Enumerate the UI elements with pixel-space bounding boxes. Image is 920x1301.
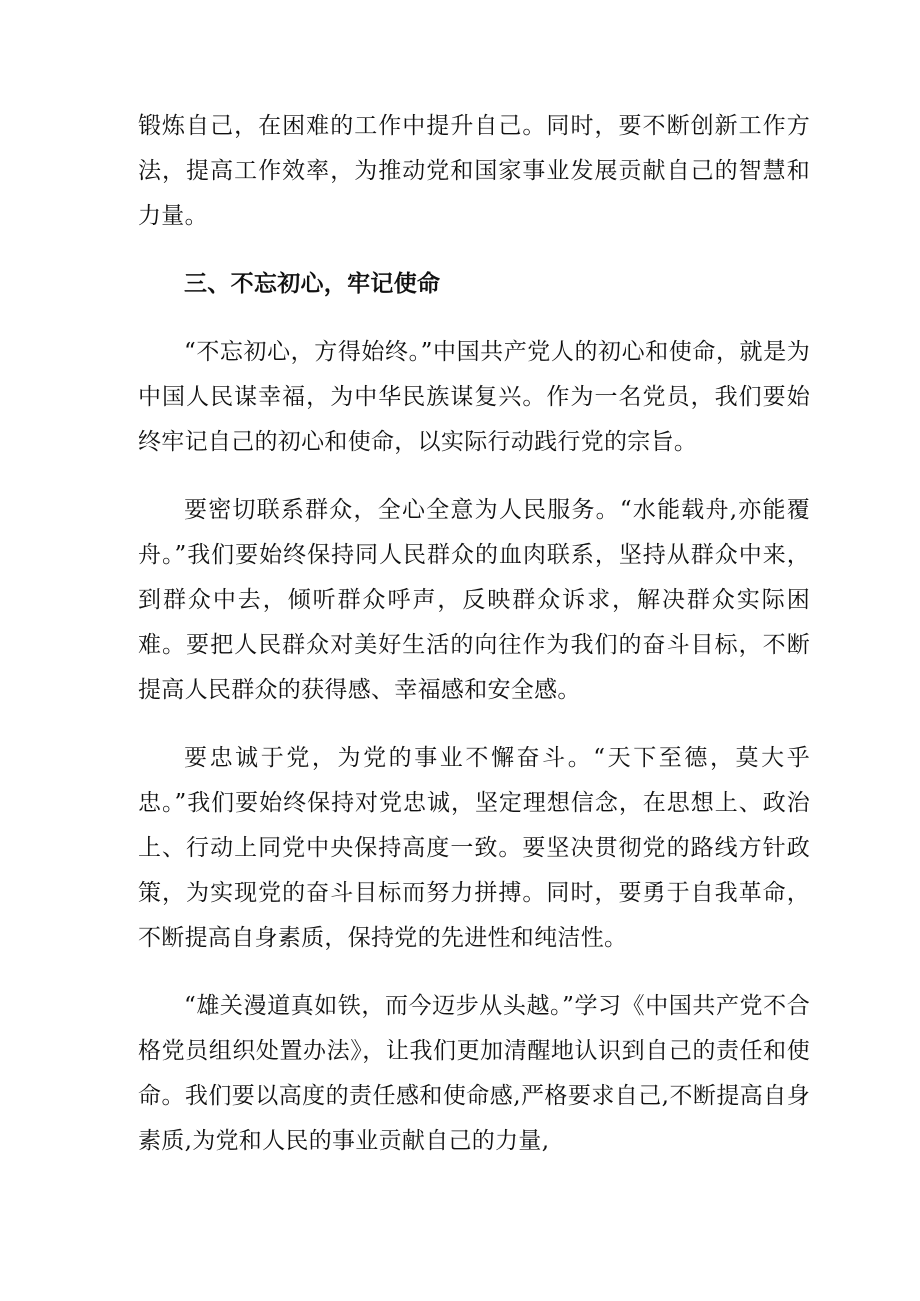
paragraph-continuation: 锻炼自己，在困难的工作中提升自己。同时，要不断创新工作方法，提高工作效率，为推动党和国家事业发展贡献自己的智慧和力量。 [138, 113, 810, 229]
paragraph: 要忠诚于党，为党的事业不懈奋斗。“天下至德，莫大乎忠。”我们要始终保持对党忠诚，坚定理想信念，在思想上、政治上、行动上同党中央保持高度一致。要坚决贯彻党的路线方针政策，为实现党的奋斗目标而努力拼搏。同时，要勇于自我革命，不断提高自身素质，保持党的先进性和纯洁性。 [138, 745, 810, 951]
document-body [138, 104, 810, 1187]
paragraph: “不忘初心，方得始终。”中国共产党人的初心和使命，就是为中国人民谋幸福，为中华民族谋复兴。作为一名党员，我们要始终牢记自己的初心和使命，以实际行动践行党的宗旨。 [138, 339, 810, 455]
paragraph: “雄关漫道真如铁，而今迈步从头越。”学习《中国共产党不合格党员组织处置办法》，让我们更加清醒地认识到自己的责任和使命。我们要以高度的责任感和使命感,严格要求自己,不断提高自身素质,为党和人民的事业贡献自己的力量, [138, 993, 810, 1154]
paragraph: 要密切联系群众，全心全意为人民服务。“水能载舟,亦能覆舟。”我们要始终保持同人民群众的血肉联系，坚持从群众中来，到群众中去，倾听群众呼声，反映群众诉求，解决群众实际困难。要把人民群众对美好生活的向往作为我们的奋斗目标，不断提高人民群众的获得感、幸福感和安全感。 [138, 497, 810, 703]
section-heading: 三、不忘初心，牢记使命 [184, 271, 441, 297]
